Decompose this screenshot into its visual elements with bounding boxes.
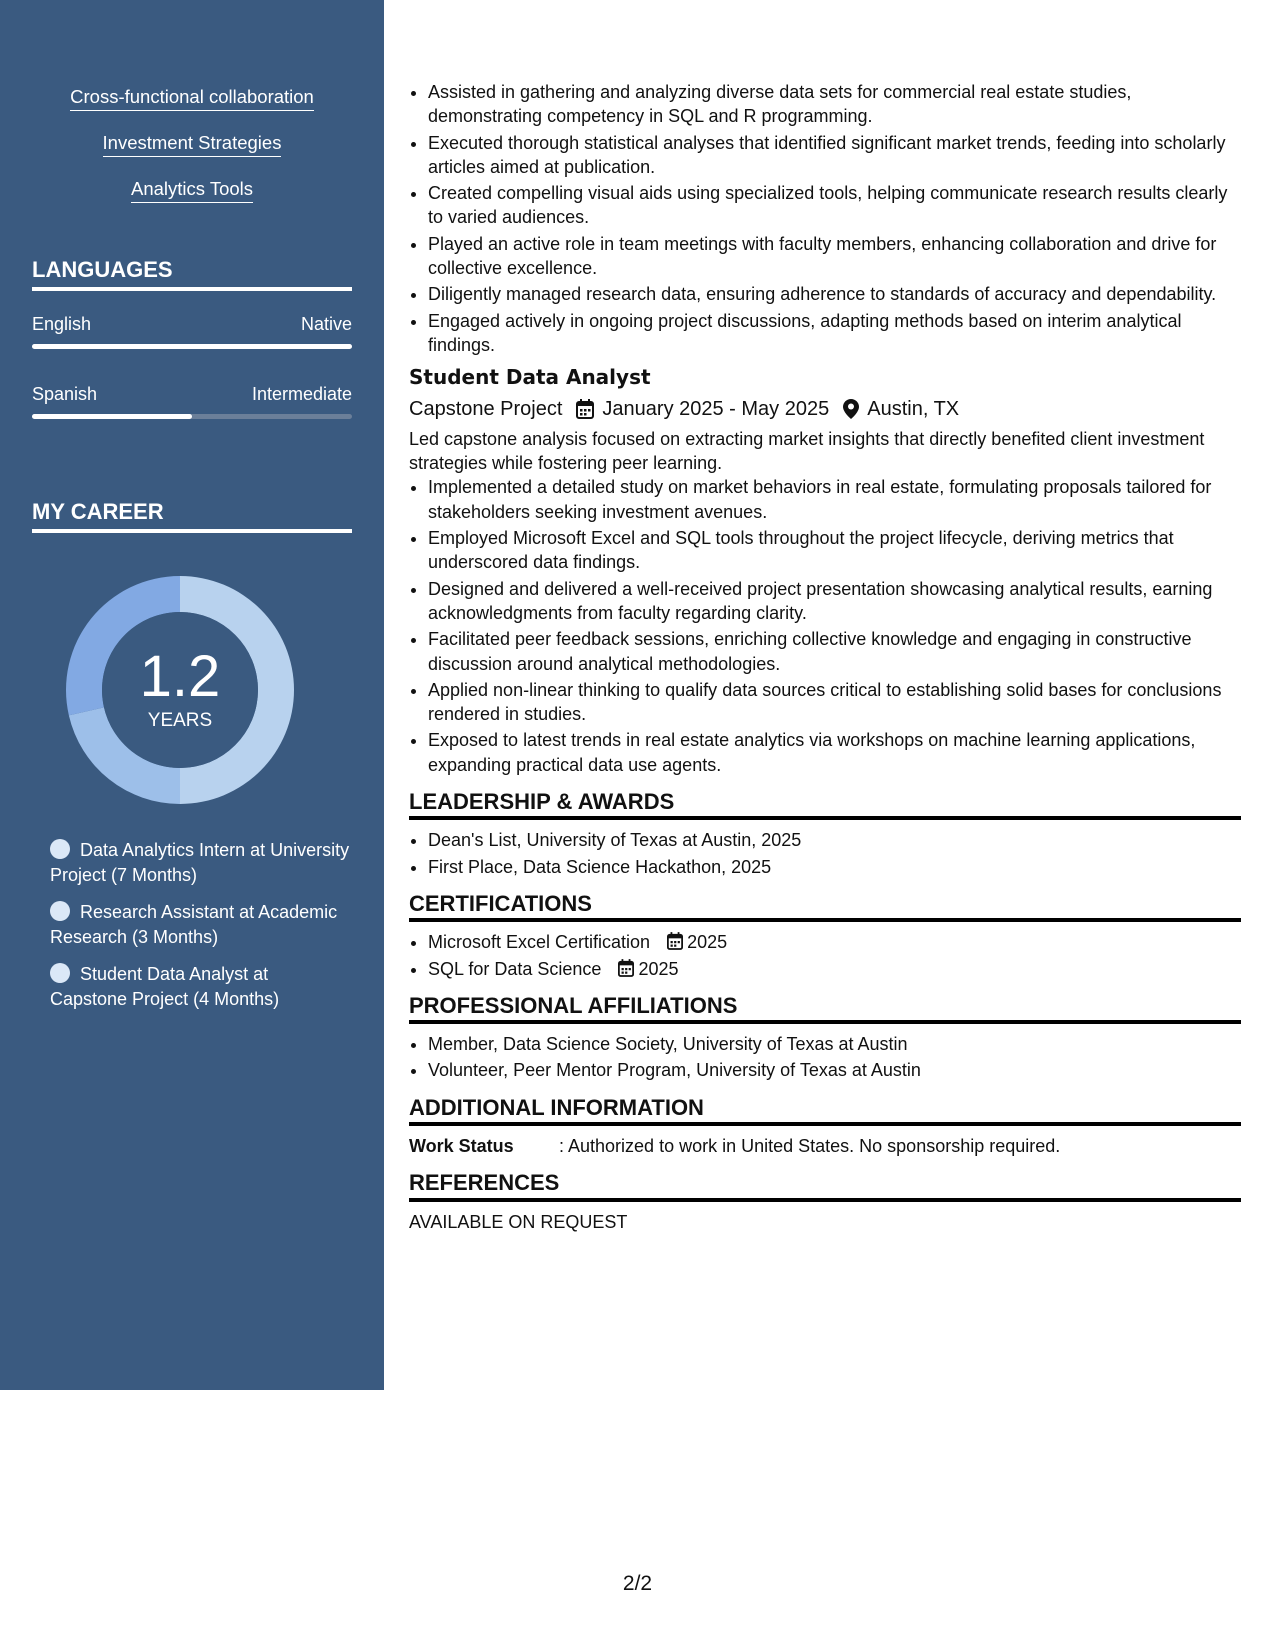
languages-heading: LANGUAGES	[32, 257, 352, 291]
list-item: • Engaged actively in ongoing project discussions, adapting methods based on interim analytical findings.	[428, 309, 1241, 358]
skill-item: Cross-functional collaboration	[70, 86, 314, 111]
cert-year: 2025	[638, 958, 679, 979]
job-company: Capstone Project	[409, 397, 563, 420]
cert-date	[618, 959, 678, 979]
career-donut-chart	[66, 576, 294, 804]
bullet-dot	[50, 901, 70, 921]
cert-date	[667, 932, 727, 952]
cert-year: 2025	[687, 932, 728, 953]
list-item	[428, 930, 1241, 954]
list-item	[428, 957, 1241, 981]
language-bar-fill	[32, 344, 352, 349]
list-item: • Diligently managed research data, ensuring adherence to standards of accuracy and dependability.	[428, 282, 1241, 306]
list-item: • Applied non-linear thinking to qualify data sources critical to establishing solid bases for conclusions rendered in studies.	[428, 678, 1241, 727]
bullet-dot	[50, 839, 70, 859]
work-status-row	[409, 1134, 1241, 1158]
leadership-heading: LEADERSHIP & AWARDS	[409, 790, 1241, 820]
calendar-icon	[667, 932, 683, 950]
career-item	[50, 838, 350, 888]
career-item	[50, 900, 350, 950]
language-name: Spanish	[32, 384, 98, 404]
leadership-list	[409, 828, 1241, 879]
career-list	[50, 838, 350, 1024]
career-total-unit: YEARS	[147, 710, 213, 731]
career-item	[50, 962, 350, 1012]
language-level: Native	[300, 314, 352, 334]
donut-center	[66, 576, 294, 804]
list-item: • Member, Data Science Society, University of Texas at Austin	[428, 1032, 1241, 1056]
work-status-value: : Authorized to work in United States. No sponsorship required.	[559, 1135, 1061, 1156]
career-heading: MY CAREER	[32, 499, 352, 533]
cert-name: Microsoft Excel Certification	[428, 932, 651, 953]
skill-item: Investment Strategies	[103, 132, 282, 157]
certifications-heading: CERTIFICATIONS	[409, 892, 1241, 922]
work-status-label: Work Status	[409, 1135, 514, 1156]
language-bar-english	[32, 344, 352, 349]
career-item-text: Data Analytics Intern at University Project (7 Months)	[50, 840, 350, 885]
certifications-list	[409, 930, 1241, 981]
language-name: English	[32, 314, 92, 334]
page-number: 2/2	[622, 1572, 653, 1595]
list-item: • Dean's List, University of Texas at Austin, 2025	[428, 828, 1241, 852]
career-item-text: Student Data Analyst at Capstone Project (4 Months)	[50, 964, 280, 1009]
list-item: • Employed Microsoft Excel and SQL tools throughout the project lifecycle, deriving metrics that underscored data findings.	[428, 526, 1241, 575]
job-dates: January 2025 - May 2025	[602, 397, 830, 420]
list-item: • Exposed to latest trends in real estate analytics via workshops on machine learning applications, expanding practical data use agents.	[428, 728, 1241, 777]
language-row-english	[32, 314, 352, 335]
career-total-years: 1.2	[139, 644, 221, 709]
list-item: • Volunteer, Peer Mentor Program, University of Texas at Austin	[428, 1058, 1241, 1082]
bullet-dot	[50, 963, 70, 983]
job-location: Austin, TX	[867, 397, 960, 420]
career-item-text: Research Assistant at Academic Research (3 Months)	[50, 902, 338, 947]
job-description: Led capstone analysis focused on extracting market insights that directly benefited client investment strategies while fostering peer learning.	[409, 428, 1205, 474]
references-heading: REFERENCES	[409, 1171, 1241, 1201]
language-bar-fill	[32, 414, 192, 419]
list-item: • Assisted in gathering and analyzing diverse data sets for commercial real estate studies, demonstrating competency in SQL and R programming.	[428, 80, 1241, 129]
skill-item: Analytics Tools	[131, 178, 253, 203]
calendar-icon	[618, 959, 634, 977]
main-content	[409, 80, 1241, 1234]
previous-job-bullets	[409, 80, 1241, 357]
language-bar-spanish	[32, 414, 352, 419]
language-row-spanish	[32, 384, 352, 405]
sidebar	[0, 0, 384, 1390]
language-level: Intermediate	[251, 384, 352, 404]
skills-list	[0, 86, 384, 224]
cert-name: SQL for Data Science	[428, 958, 602, 979]
references-text: AVAILABLE ON REQUEST	[409, 1211, 628, 1232]
list-item: • Executed thorough statistical analyses that identified significant market trends, feeding into scholarly articles aimed at publication.	[428, 131, 1241, 180]
affiliations-heading: PROFESSIONAL AFFILIATIONS	[409, 994, 1241, 1024]
list-item: • Designed and delivered a well-received project presentation showcasing analytical results, earning acknowledgments from faculty regarding clarity.	[428, 577, 1241, 626]
list-item: • First Place, Data Science Hackathon, 2025	[428, 855, 1241, 879]
job-title: Student Data Analyst	[409, 365, 651, 390]
list-item: • Created compelling visual aids using specialized tools, helping communicate research results clearly to varied audiences.	[428, 181, 1241, 230]
location-pin-icon	[843, 399, 859, 419]
list-item: • Implemented a detailed study on market behaviors in real estate, formulating proposals tailored for stakeholders seeking investment avenues.	[428, 475, 1241, 524]
list-item: • Played an active role in team meetings with faculty members, enhancing collaboration and drive for collective excellence.	[428, 232, 1241, 281]
affiliations-list	[409, 1032, 1241, 1083]
calendar-icon	[576, 399, 594, 419]
job-meta	[409, 397, 1241, 421]
list-item: • Facilitated peer feedback sessions, enriching collective knowledge and engaging in constructive discussion around analytical methodologies.	[428, 627, 1241, 676]
job-bullets	[409, 475, 1241, 777]
additional-info-heading: ADDITIONAL INFORMATION	[409, 1096, 1241, 1126]
